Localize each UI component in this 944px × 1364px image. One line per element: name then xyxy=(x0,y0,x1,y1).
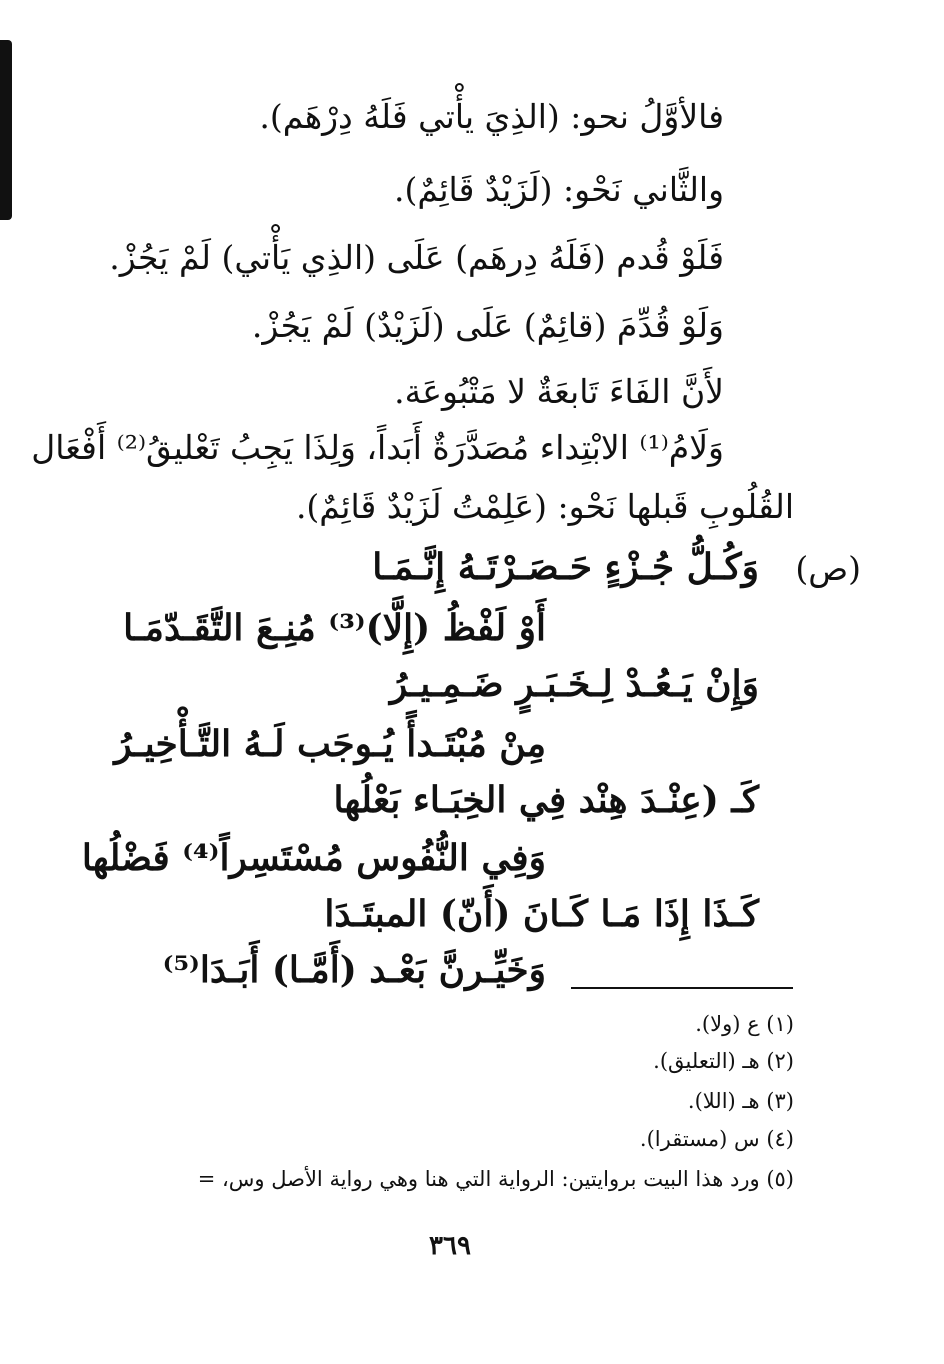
body-line-6: وَلَامُ⁽¹⁾ الابْتِداء مُصَدَّرَةٌ أَبَداً، وَلِذَا يَجِبُ تَعْليقُ⁽²⁾ أَفْعَال xyxy=(31,428,724,467)
verse-line-7: كَـذَا إِذَا مَـا كَـانَ (أَنّ) المبتَـدَا xyxy=(324,893,759,935)
footnote-2: (٢) هـ (التعليق). xyxy=(653,1049,794,1073)
verse-line-2: أَوْ لَفْظُ (إِلَّا)⁽³⁾ مُنِـعَ التَّقَـدّمَـا xyxy=(123,607,546,649)
verse-line-3: وَإِنْ يَـعُـدْ لِـخَـبَـرٍ ضَـمِـيـرُ xyxy=(389,663,759,705)
body-line-3: فَلَوْ قُدم (فَلَهُ دِرهَم) عَلَى (الذِي يَأْتي) لَمْ يَجُزْ. xyxy=(109,238,724,277)
footnote-4: (٤) س (مستقرا). xyxy=(639,1127,794,1151)
verse-line-8: وَخَيِّـرنَّ بَعْـد (أَمَّـا) أَبَـدَا⁽⁵⁾ xyxy=(162,949,546,991)
binding-edge-shadow xyxy=(0,40,12,220)
body-line-2: والثَّاني نَحْو: (لَزَيْدٌ قَائِمٌ). xyxy=(394,170,724,209)
body-line-4: وَلَوْ قُدِّمَ (قائِمٌ) عَلَى (لَزَيْدٌ) لَمْ يَجُزْ. xyxy=(251,306,724,345)
verse-line-6: وَفِي النُّفُوس مُسْتَسِراً⁽⁴⁾ فَضْلُها xyxy=(81,837,546,879)
footnote-separator xyxy=(571,987,793,989)
verse-line-4: مِنْ مُبْتَـدأً يُـوجَب لَـهُ التَّـأْخِيـرُ xyxy=(114,723,546,765)
footnote-1: (١) ع (ولا). xyxy=(695,1012,794,1036)
footnote-3: (٣) هـ (اللا). xyxy=(687,1089,794,1113)
body-line-1: فالأوَّلُ نحو: (الذِيَ يأْتي فَلَهُ دِرْهَم). xyxy=(259,97,724,136)
footnote-5: (٥) ورد هذا البيت بروايتين: الرواية التي هنا وهي رواية الأصل وس، = xyxy=(197,1167,794,1191)
verse-line-1: وَكُـلُّ جُـزْءٍ حَـصَـرْتَـهُ إِنَّـمَـا xyxy=(372,546,759,588)
body-line-7: القُلُوبِ قَبلها نَحْو: (عَلِمْتُ لَزَيْدٌ قَائِمٌ). xyxy=(295,487,794,526)
page-number: ٣٦٩ xyxy=(429,1231,471,1261)
verse-line-5: كَـ (عِنْـدَ هِنْد فِي الخِبَـاء بَعْلُها xyxy=(333,779,759,821)
body-line-5: لأَنَّ الفَاءَ تَابعَةٌ لا مَتْبُوعَة. xyxy=(394,372,724,411)
verse-marker: (ص) xyxy=(795,549,861,588)
